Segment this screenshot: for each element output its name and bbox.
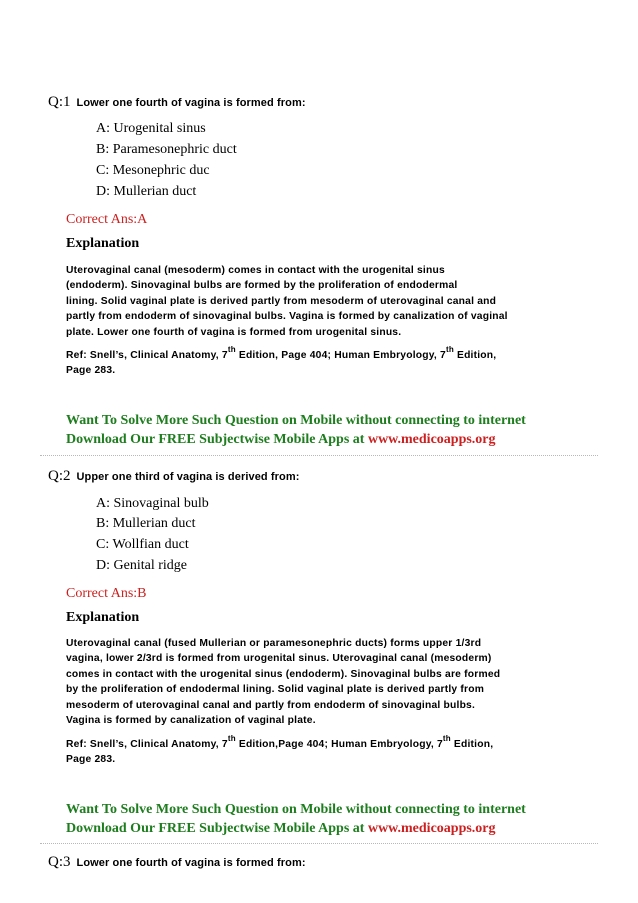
explanation-line: Uterovaginal canal (mesoderm) comes in contact with the urogenital sinus <box>66 265 445 276</box>
promo-site-link[interactable]: www.medicoapps.org <box>367 821 496 836</box>
explanation-line: Uterovaginal canal (fused Mullerian or paramesonephric ducts) forms upper 1/3rd <box>66 638 482 649</box>
promo-block <box>66 411 526 449</box>
correct-answer: Correct Ans:B <box>66 586 147 601</box>
reference-line: Page 283. <box>66 754 116 766</box>
option-b: B: Mullerian duct <box>96 516 196 531</box>
question-number: Q:1 <box>48 94 71 110</box>
reference-line: Page 283. <box>66 365 116 377</box>
option-a: A: Urogenital sinus <box>96 121 206 136</box>
reference-sup: th <box>445 345 454 354</box>
separator <box>40 843 598 844</box>
question-number: Q:2 <box>48 468 71 484</box>
explanation-line: (endoderm). Sinovaginal bulbs are formed by the proliferation of endodermal <box>66 280 458 292</box>
explanation-text <box>66 636 566 728</box>
question-header <box>48 93 306 111</box>
question-header <box>48 467 300 485</box>
explanation-line: comes in contact with the urogenital sinus (endoderm). Sinovaginal bulbs are formed <box>66 668 501 680</box>
reference-sup: th <box>442 734 451 743</box>
question-number: Q:3 <box>48 854 71 870</box>
reference-part: Edition, <box>450 739 494 750</box>
explanation-line: lining. Solid vaginal plate is derived partly from mesoderm of uterovaginal canal and <box>66 295 497 307</box>
explanation-line: mesoderm of uterovaginal canal and partly from endoderm of sinovaginal bulbs. <box>66 699 476 711</box>
option-a: A: Sinovaginal bulb <box>96 496 209 511</box>
reference-line <box>66 345 566 363</box>
question-text: Lower one fourth of vagina is formed from: <box>76 857 306 869</box>
option-d: D: Mullerian duct <box>96 184 197 199</box>
promo-block <box>66 800 526 838</box>
question-header <box>48 853 306 871</box>
correct-answer: Correct Ans:A <box>66 212 148 227</box>
question-text: Lower one fourth of vagina is formed from: <box>76 97 306 109</box>
promo-line: Want To Solve More Such Question on Mobile without connecting to internet <box>66 802 526 817</box>
explanation-line: vagina, lower 2/3rd is formed from urogenital sinus. Uterovaginal canal (mesoderm) <box>66 653 492 665</box>
explanation-line: by the proliferation of endodermal lining. Solid vaginal plate is derived partly from <box>66 684 485 696</box>
option-b: B: Paramesonephric duct <box>96 142 237 157</box>
reference-part: Ref: Snell’s, Clinical Anatomy, 7 <box>66 350 228 361</box>
explanation-text <box>66 263 566 340</box>
reference-part: Edition,Page 404; Human Embryology, 7 <box>235 739 443 750</box>
reference-part: Edition, Page 404; Human Embryology, 7 <box>235 350 446 361</box>
reference-part: Edition, <box>453 350 497 361</box>
reference <box>66 345 566 379</box>
promo-text: Download Our FREE Subjectwise Mobile Apps at <box>66 821 368 836</box>
separator <box>40 455 598 456</box>
promo-text: Download Our FREE Subjectwise Mobile Apps at <box>66 432 368 447</box>
explanation-line: plate. Lower one fourth of vagina is formed from urogenital sinus. <box>66 326 402 338</box>
reference <box>66 734 566 768</box>
explanation-line: partly from endoderm of sinovaginal bulbs. Vagina is formed by canalization of vaginal <box>66 311 508 323</box>
explanation-title: Explanation <box>66 236 140 251</box>
reference-sup: th <box>227 345 236 354</box>
option-c: C: Mesonephric duc <box>96 163 210 178</box>
reference-line <box>66 734 566 752</box>
promo-line <box>66 430 526 449</box>
question-text: Upper one third of vagina is derived from: <box>76 471 300 483</box>
promo-line: Want To Solve More Such Question on Mobile without connecting to internet <box>66 413 526 428</box>
reference-sup: th <box>227 734 236 743</box>
option-c: C: Wollfian duct <box>96 537 189 552</box>
explanation-line: Vagina is formed by canalization of vaginal plate. <box>66 715 316 727</box>
option-d: D: Genital ridge <box>96 558 187 573</box>
reference-part: Ref: Snell’s, Clinical Anatomy, 7 <box>66 739 228 750</box>
promo-site-link[interactable]: www.medicoapps.org <box>367 432 496 447</box>
explanation-title: Explanation <box>66 610 140 625</box>
promo-line <box>66 819 526 838</box>
